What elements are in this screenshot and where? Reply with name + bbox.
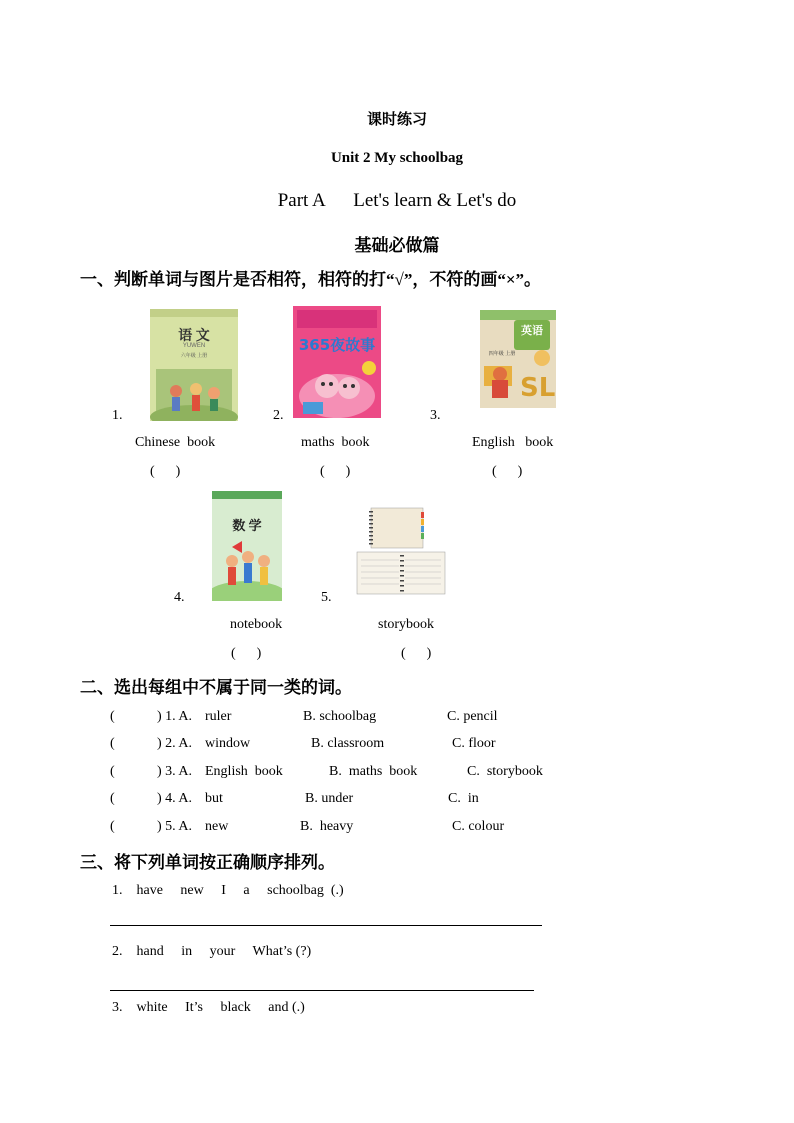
- item4-answer-blank[interactable]: ( ): [231, 646, 262, 661]
- english-book-image: [480, 310, 556, 408]
- story-cover-title: 365夜故事: [298, 336, 376, 354]
- q3-option-b: B. maths book: [329, 764, 418, 779]
- item4-number: 4.: [174, 590, 185, 605]
- item1-answer-blank[interactable]: ( ): [150, 464, 181, 479]
- q2-option-c: C. floor: [452, 736, 496, 751]
- maths-cover-title: 数 学: [232, 518, 262, 533]
- item4-word: notebook: [230, 617, 283, 632]
- q4-number: ) 4. A.: [157, 791, 192, 806]
- item1-number: 1.: [112, 408, 123, 423]
- q4-option-b: B. under: [305, 791, 354, 806]
- answer-line-2[interactable]: [110, 990, 534, 991]
- chinese-cover-grade: 六年级 上册: [180, 353, 208, 359]
- q5-option-a: new: [205, 819, 229, 834]
- maths-book-image: [212, 491, 282, 601]
- q2-option-b: B. classroom: [311, 736, 385, 751]
- english-cover-grade: 四年级 上册: [488, 351, 516, 357]
- q2-option-a: window: [205, 736, 251, 751]
- item2-word: maths book: [301, 435, 370, 450]
- q3-paren[interactable]: (: [110, 764, 115, 779]
- item5-word: storybook: [378, 617, 434, 632]
- q5-number: ) 5. A.: [157, 819, 192, 834]
- item3-answer-blank[interactable]: ( ): [492, 464, 523, 479]
- item3-word: English book: [472, 435, 554, 450]
- chinese-book-image: [150, 309, 238, 421]
- reorder-item-2: 2. hand in your What’s (?): [112, 944, 312, 959]
- section3-heading: 三、将下列单词按正确顺序排列。: [80, 853, 335, 872]
- q5-paren[interactable]: (: [110, 819, 115, 834]
- reorder-item-3: 3. white It’s black and (.): [112, 1000, 305, 1015]
- reorder-item-1: 1. have new I a schoolbag (.): [112, 883, 344, 898]
- q2-paren[interactable]: (: [110, 736, 115, 751]
- q4-option-c: C. in: [448, 791, 479, 806]
- notebook-image: [343, 502, 455, 602]
- q3-number: ) 3. A.: [157, 764, 192, 779]
- q1-option-a: ruler: [205, 709, 232, 724]
- q4-paren[interactable]: (: [110, 791, 115, 806]
- section2-heading: 二、选出每组中不属于同一类的词。: [80, 678, 352, 697]
- chinese-cover-title: 语 文: [178, 329, 210, 344]
- item1-word: Chinese book: [135, 435, 216, 450]
- item2-number: 2.: [273, 408, 284, 423]
- svg-text:SL: SL: [520, 373, 556, 403]
- answer-line-1[interactable]: [110, 925, 542, 926]
- page-title: 课时练习: [366, 112, 427, 128]
- q5-option-b: B. heavy: [300, 819, 354, 834]
- chinese-cover-sub: YUWEN: [182, 343, 206, 349]
- q3-option-c: C. storybook: [467, 764, 543, 779]
- part-title: Part A Let's learn & Let's do: [277, 190, 517, 211]
- q3-option-a: English book: [205, 764, 283, 779]
- q1-number: ) 1. A.: [157, 709, 192, 724]
- q1-option-b: B. schoolbag: [303, 709, 377, 724]
- section1-heading: 一、判断单词与图片是否相符，相符的打“√”，不符的画“×”。: [80, 270, 542, 289]
- q1-option-c: C. pencil: [447, 709, 498, 724]
- q5-option-c: C. colour: [452, 819, 505, 834]
- item5-number: 5.: [321, 590, 332, 605]
- q4-option-a: but: [205, 791, 223, 806]
- item2-answer-blank[interactable]: ( ): [320, 464, 351, 479]
- item5-answer-blank[interactable]: ( ): [401, 646, 432, 661]
- level-title: 基础必做篇: [354, 236, 440, 255]
- q1-paren[interactable]: (: [110, 709, 115, 724]
- q2-number: ) 2. A.: [157, 736, 192, 751]
- story-365-image: [293, 306, 381, 418]
- english-cover-title: 英语: [521, 324, 543, 337]
- unit-title: Unit 2 My schoolbag: [330, 150, 464, 166]
- item3-number: 3.: [430, 408, 441, 423]
